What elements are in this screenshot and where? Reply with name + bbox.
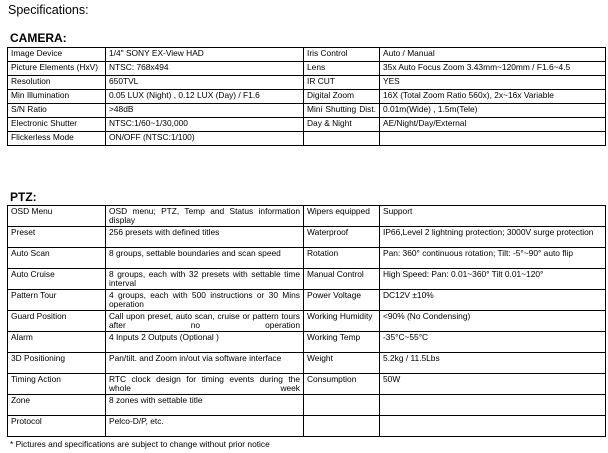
spec-value-cell [380, 132, 606, 146]
camera-heading: CAMERA: [10, 31, 67, 45]
spec-value-cell: 5.2kg / 11.5Lbs [380, 353, 606, 374]
spec-value-cell [380, 416, 606, 437]
spec-label-cell: Min Illumination [8, 90, 106, 104]
spec-value-cell: Pan/tilt. and Zoom in/out via software interface [106, 353, 304, 374]
spec-label-cell: Digital Zoom [304, 90, 380, 104]
ptz-spec-table [7, 205, 606, 437]
spec-label-cell [304, 416, 380, 437]
spec-label-cell: Rotation [304, 248, 380, 269]
spec-label-cell: Lens [304, 62, 380, 76]
spec-label-cell: Mini Shutting Dist. [304, 104, 380, 118]
spec-label-cell: Pattern Tour [8, 290, 106, 311]
spec-label-cell: Consumption [304, 374, 380, 395]
spec-label-cell: Picture Elements (HxV) [8, 62, 106, 76]
table-row [8, 76, 606, 90]
footnote: * Pictures and specifications are subject to change without prior notice [10, 439, 270, 449]
table-row [8, 104, 606, 118]
table-row [8, 416, 606, 437]
spec-value-cell: 0.05 LUX (Night) , 0.12 LUX (Day) / F1.6 [106, 90, 304, 104]
table-row [8, 290, 606, 311]
spec-value-cell: High Speed: Pan: 0.01~360° Tilt 0.01~120° [380, 269, 606, 290]
spec-value-cell: 650TVL [106, 76, 304, 90]
spec-value-cell: OSD menu; PTZ, Temp and Status information display [106, 206, 304, 227]
table-row [8, 227, 606, 248]
table-row [8, 118, 606, 132]
spec-label-cell: Power Voltage [304, 290, 380, 311]
spec-value-cell: 1/4" SONY EX-View HAD [106, 48, 304, 62]
spec-label-cell: 3D Positioning [8, 353, 106, 374]
spec-value-cell: 4 groups, each with 500 instructions or 30 Mins operation [106, 290, 304, 311]
spec-value-cell: 4 Inputs 2 Outputs (Optional ) [106, 332, 304, 353]
spec-value-cell: 16X (Total Zoom Ratio 560x), 2x~16x Variable [380, 90, 606, 104]
spec-label-cell: Flickerless Mode [8, 132, 106, 146]
spec-value-cell: 0.01m(Wide) , 1.5m(Tele) [380, 104, 606, 118]
spec-value-cell: 8 zones with settable title [106, 395, 304, 416]
page-title: Specifications: [8, 3, 89, 17]
table-row [8, 62, 606, 76]
spec-label-cell: OSD Menu [8, 206, 106, 227]
spec-value-cell: 35x Auto Focus Zoom 3.43mm~120mm / F1.6~4.5 [380, 62, 606, 76]
spec-label-cell [304, 132, 380, 146]
ptz-heading: PTZ: [10, 190, 37, 204]
table-row [8, 248, 606, 269]
spec-value-cell: NTSC:1/60~1/30,000 [106, 118, 304, 132]
spec-value-cell: 50W [380, 374, 606, 395]
spec-value-cell: 256 presets with defined titles [106, 227, 304, 248]
spec-label-cell: IR CUT [304, 76, 380, 90]
spec-label-cell: Alarm [8, 332, 106, 353]
spec-label-cell: Working Humidity [304, 311, 380, 332]
spec-label-cell: Guard Position [8, 311, 106, 332]
spec-label-cell: Waterproof [304, 227, 380, 248]
spec-value-cell: IP66,Level 2 lightning protection; 3000V surge protection [380, 227, 606, 248]
spec-value-cell: NTSC: 768x494 [106, 62, 304, 76]
spec-value-cell: DC12V ±10% [380, 290, 606, 311]
table-row [8, 206, 606, 227]
spec-value-cell: Call upon preset, auto scan, cruise or pattern tours after no operation [106, 311, 304, 332]
camera-spec-table [7, 47, 606, 146]
table-row [8, 311, 606, 332]
table-row [8, 332, 606, 353]
spec-label-cell [304, 395, 380, 416]
spec-label-cell: Timing Action [8, 374, 106, 395]
spec-label-cell: Image Device [8, 48, 106, 62]
spec-label-cell: Manual Control [304, 269, 380, 290]
spec-value-cell: -35°C~55°C [380, 332, 606, 353]
spec-value-cell: Auto / Manual [380, 48, 606, 62]
spec-value-cell: ON/OFF (NTSC:1/100) [106, 132, 304, 146]
table-row [8, 269, 606, 290]
table-row [8, 48, 606, 62]
spec-label-cell: Auto Scan [8, 248, 106, 269]
spec-value-cell: <90% (No Condensing) [380, 311, 606, 332]
spec-label-cell: Working Temp [304, 332, 380, 353]
spec-label-cell: Electronic Shutter [8, 118, 106, 132]
spec-value-cell: 8 groups, each with 32 presets with settable time interval [106, 269, 304, 290]
spec-value-cell: Support [380, 206, 606, 227]
spec-label-cell: Protocol [8, 416, 106, 437]
spec-label-cell: Zone [8, 395, 106, 416]
spec-value-cell: 8 groups, settable boundaries and scan speed [106, 248, 304, 269]
spec-label-cell: Iris Control [304, 48, 380, 62]
table-row [8, 90, 606, 104]
table-row [8, 374, 606, 395]
spec-label-cell: Preset [8, 227, 106, 248]
spec-label-cell: Day & Night [304, 118, 380, 132]
spec-value-cell [380, 395, 606, 416]
table-row [8, 395, 606, 416]
spec-value-cell: Pan: 360° continuous rotation; Tilt: -5°~90° auto flip [380, 248, 606, 269]
spec-value-cell: RTC clock design for timing events during the whole week [106, 374, 304, 395]
spec-label-cell: Resolution [8, 76, 106, 90]
table-row [8, 353, 606, 374]
spec-label-cell: Auto Cruise [8, 269, 106, 290]
spec-value-cell: AE/Night/Day/External [380, 118, 606, 132]
spec-label-cell: S/N Ratio [8, 104, 106, 118]
spec-value-cell: YES [380, 76, 606, 90]
spec-value-cell: >48dB [106, 104, 304, 118]
table-row [8, 132, 606, 146]
spec-value-cell: Pelco-D/P, etc. [106, 416, 304, 437]
spec-label-cell: Wipers equipped [304, 206, 380, 227]
spec-label-cell: Weight [304, 353, 380, 374]
